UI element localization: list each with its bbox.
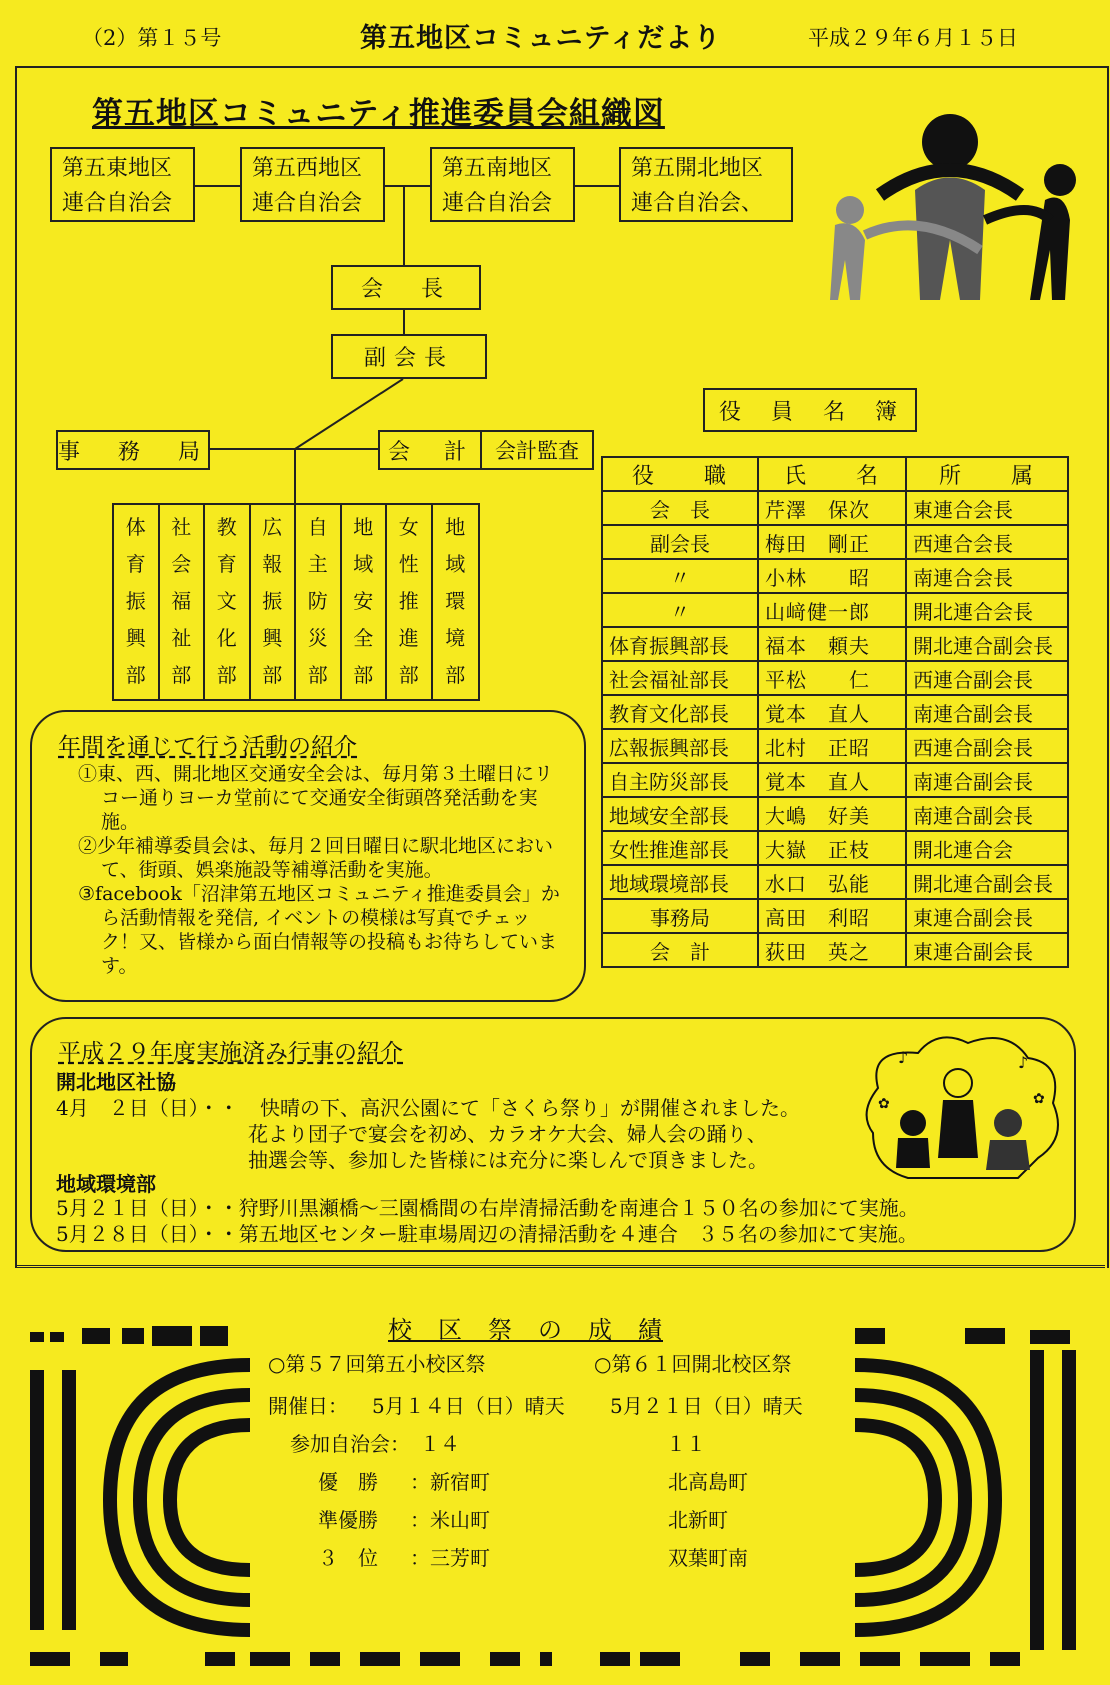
department-char: 域 <box>353 552 374 576</box>
accounting-label: 会 計 <box>380 432 482 468</box>
department-char: 興 <box>262 626 283 650</box>
chair-box: 会 長 <box>331 265 481 310</box>
department-char: 推 <box>398 589 419 613</box>
department-char: 広 <box>262 515 283 539</box>
department-column <box>387 505 433 699</box>
svg-text:✿: ✿ <box>1033 1091 1045 1107</box>
festival-right-runner: 北新町 <box>668 1508 728 1532</box>
officer-affiliation: 開北連合会 <box>906 831 1068 865</box>
officer-affiliation: 南連合会長 <box>906 559 1068 593</box>
table-row <box>602 729 1068 763</box>
festival-participants-label: 参加自治会： <box>290 1432 410 1456</box>
assoc-south-line1: 第五南地区 <box>442 156 553 181</box>
department-column <box>433 505 479 699</box>
department-column <box>114 505 160 699</box>
party-illustration <box>858 1028 1068 1188</box>
table-row <box>602 695 1068 729</box>
officer-name: 山﨑健一郎 <box>758 593 906 627</box>
officers-header-cell: 役 職 <box>602 457 758 491</box>
table-row <box>602 797 1068 831</box>
department-char: 進 <box>398 626 419 650</box>
departments-grid <box>112 503 480 701</box>
department-char: 境 <box>445 626 466 650</box>
officer-role: 会 計 <box>602 933 758 967</box>
department-char: 部 <box>445 663 466 687</box>
officer-affiliation: 南連合副会長 <box>906 763 1068 797</box>
officers-header-cell: 氏 名 <box>758 457 906 491</box>
event-line: 5月２１日（日）・・狩野川黒瀬橋～三園橋間の右岸清掃活動を南連合１５０名の参加にて実施。 <box>56 1196 919 1220</box>
table-row <box>602 831 1068 865</box>
officer-affiliation: 南連合副会長 <box>906 695 1068 729</box>
officer-affiliation: 東連合副会長 <box>906 899 1068 933</box>
department-char: 部 <box>398 663 419 687</box>
department-char: 会 <box>171 552 192 576</box>
officer-affiliation: 東連合副会長 <box>906 933 1068 967</box>
department-char: 育 <box>125 552 146 576</box>
department-column <box>205 505 251 699</box>
officer-affiliation: 西連合会長 <box>906 525 1068 559</box>
department-char: 域 <box>445 552 466 576</box>
department-char: 主 <box>307 552 328 576</box>
department-char: 部 <box>125 663 146 687</box>
department-char: 福 <box>171 589 192 613</box>
department-column <box>342 505 388 699</box>
officer-name: 芹澤 保次 <box>758 491 906 525</box>
table-row <box>602 865 1068 899</box>
officer-name: 水口 弘能 <box>758 865 906 899</box>
event-date: 4月 ２日（日）・・ <box>56 1096 239 1120</box>
festival-right-date: 5月２１日（日）晴天 <box>610 1394 803 1418</box>
officers-table <box>601 456 1069 968</box>
department-char: 部 <box>216 663 237 687</box>
svg-text:♪: ♪ <box>1018 1053 1029 1072</box>
table-row <box>602 661 1068 695</box>
officer-role: 地域安全部長 <box>602 797 758 831</box>
officer-name: 梅田 剛正 <box>758 525 906 559</box>
officer-affiliation: 開北連合副会長 <box>906 627 1068 661</box>
department-char: 自 <box>307 515 328 539</box>
department-char: 部 <box>353 663 374 687</box>
activities-list <box>78 762 566 978</box>
table-row <box>602 491 1068 525</box>
auditor-label: 会計監査 <box>495 439 579 463</box>
svg-text:✿: ✿ <box>878 1096 890 1112</box>
festival-left-runner: ：米山町 <box>410 1508 490 1532</box>
officer-name: 大嶋 好美 <box>758 797 906 831</box>
officers-header-row <box>602 457 1068 491</box>
officer-role: 地域環境部長 <box>602 865 758 899</box>
officer-name: 福本 頼夫 <box>758 627 906 661</box>
department-char: 化 <box>216 626 237 650</box>
officer-role: 副会長 <box>602 525 758 559</box>
officer-role: 自主防災部長 <box>602 763 758 797</box>
department-column <box>160 505 206 699</box>
table-row <box>602 593 1068 627</box>
officer-role: 〃 <box>602 559 758 593</box>
table-row <box>602 627 1068 661</box>
officers-header-cell: 所 属 <box>906 457 1068 491</box>
department-char: 地 <box>445 515 466 539</box>
vice-chair-box: 副会長 <box>331 334 487 379</box>
officer-role: 体育振興部長 <box>602 627 758 661</box>
event-desc: 花より団子で宴会を初め、カラオケ大会、婦人会の踊り、 <box>248 1122 767 1146</box>
officer-affiliation: 西連合副会長 <box>906 729 1068 763</box>
festival-left-name: ○第５７回第五小校区祭 <box>268 1352 486 1376</box>
officer-role: 会 長 <box>602 491 758 525</box>
table-row <box>602 899 1068 933</box>
festival-runner-label: 準優勝 <box>318 1508 378 1532</box>
festival-left-date: 5月１４日（日）晴天 <box>372 1394 565 1418</box>
officer-role: 女性推進部長 <box>602 831 758 865</box>
department-char: 全 <box>353 626 374 650</box>
activity-item: ③facebook「沼津第五地区コミュニティ推進委員会」から活動情報を発信, イベントの模様は写真でチェック！又、皆様から面白情報等の投稿もお待ちしています。 <box>78 883 560 977</box>
department-char: 報 <box>262 552 283 576</box>
department-char: 祉 <box>171 626 192 650</box>
officer-affiliation: 南連合副会長 <box>906 797 1068 831</box>
newsletter-title: 第五地区コミュニティだより <box>360 23 722 54</box>
officer-affiliation: 西連合副会長 <box>906 661 1068 695</box>
activities-title: 年間を通じて行う活動の紹介 <box>58 734 357 760</box>
assoc-east-line2: 連合自治会 <box>62 191 173 216</box>
officer-name: 北村 正昭 <box>758 729 906 763</box>
festival-date-label: 開催日： <box>268 1394 348 1418</box>
department-char: 安 <box>353 589 374 613</box>
activity-item: ②少年補導委員会は、毎月２回日曜日に駅北地区において、街頭、娯楽施設等補導活動を実施。 <box>78 835 554 881</box>
officer-name: 大嶽 正枝 <box>758 831 906 865</box>
officer-affiliation: 開北連合副会長 <box>906 865 1068 899</box>
assoc-south-line2: 連合自治会 <box>442 191 553 216</box>
events-title: 平成２９年度実施済み行事の紹介 <box>58 1040 403 1066</box>
department-char: 文 <box>216 589 237 613</box>
people-holding-hands-illustration <box>820 100 1090 330</box>
table-row <box>602 559 1068 593</box>
assoc-west-line1: 第五西地区 <box>252 156 363 181</box>
department-char: 振 <box>262 589 283 613</box>
department-char: 地 <box>353 515 374 539</box>
officer-name: 覚本 直人 <box>758 695 906 729</box>
accounting-box <box>378 430 594 470</box>
officer-role: 事務局 <box>602 899 758 933</box>
department-char: 振 <box>125 589 146 613</box>
table-row <box>602 763 1068 797</box>
department-char: 育 <box>216 552 237 576</box>
festival-left-win: ：新宿町 <box>410 1470 490 1494</box>
officer-name: 平松 仁 <box>758 661 906 695</box>
assoc-kaihoku-line1: 第五開北地区 <box>631 156 764 181</box>
issue-number: （2）第１５号 <box>82 26 222 50</box>
svg-text:♪: ♪ <box>898 1048 909 1067</box>
department-char: 興 <box>125 626 146 650</box>
festival-left-participants: １４ <box>420 1432 460 1456</box>
event-group-environment: 地域環境部 <box>56 1172 156 1196</box>
festival-win-label: 優 勝 <box>318 1470 378 1494</box>
department-char: 環 <box>445 589 466 613</box>
department-column <box>251 505 297 699</box>
department-char: 部 <box>307 663 328 687</box>
officer-name: 覚本 直人 <box>758 763 906 797</box>
issue-date: 平成２９年６月１５日 <box>808 26 1018 50</box>
festival-right-win: 北高島町 <box>668 1470 748 1494</box>
decorative-border <box>0 1300 1110 1680</box>
officer-role: 〃 <box>602 593 758 627</box>
department-char: 体 <box>125 515 146 539</box>
officer-role: 広報振興部長 <box>602 729 758 763</box>
festival-left-third: ：三芳町 <box>410 1546 490 1570</box>
department-char: 防 <box>307 589 328 613</box>
department-column <box>296 505 342 699</box>
officer-name: 小林 昭 <box>758 559 906 593</box>
org-chart-title: 第五地区コミュニティ推進委員会組織図 <box>92 96 665 132</box>
department-char: 社 <box>171 515 192 539</box>
officers-title: 役 員 名 簿 <box>703 388 917 432</box>
officer-name: 高田 利昭 <box>758 899 906 933</box>
department-char: 部 <box>262 663 283 687</box>
officer-name: 荻田 英之 <box>758 933 906 967</box>
event-desc: 抽選会等、参加した皆様には充分に楽しんで頂きました。 <box>248 1148 768 1172</box>
festival-right-name: ○第６１回開北校区祭 <box>594 1352 792 1376</box>
department-char: 女 <box>398 515 419 539</box>
department-char: 部 <box>171 663 192 687</box>
officer-role: 教育文化部長 <box>602 695 758 729</box>
event-line: 5月２８日（日）・・第五地区センター駐車場周辺の清掃活動を４連合 ３５名の参加にて実施。 <box>56 1222 918 1246</box>
department-char: 性 <box>398 552 419 576</box>
department-char: 教 <box>216 515 237 539</box>
assoc-east-line1: 第五東地区 <box>62 156 173 181</box>
table-row <box>602 933 1068 967</box>
table-row <box>602 525 1068 559</box>
festival-title: 校 区 祭 の 成 績 <box>388 1316 663 1344</box>
assoc-west-line2: 連合自治会 <box>252 191 363 216</box>
event-group-kaihoku: 開北地区社協 <box>56 1070 176 1094</box>
festival-third-label: ３ 位 <box>318 1546 378 1570</box>
department-char: 災 <box>307 626 328 650</box>
officer-affiliation: 開北連合会長 <box>906 593 1068 627</box>
event-desc: 快晴の下、高沢公園にて「さくら祭り」が開催されました。 <box>260 1096 800 1120</box>
festival-right-third: 双葉町南 <box>668 1546 748 1570</box>
assoc-kaihoku-line2: 連合自治会、 <box>631 191 764 216</box>
officer-role: 社会福祉部長 <box>602 661 758 695</box>
secretariat-box: 事 務 局 <box>56 430 210 470</box>
officer-affiliation: 東連合会長 <box>906 491 1068 525</box>
festival-right-participants: １１ <box>666 1432 706 1456</box>
section-divider <box>15 1265 1105 1268</box>
activity-item: ①東、西、開北地区交通安全会は、毎月第３土曜日にリコー通りヨーカ堂前にて交通安全街頭啓発活動を実施。 <box>78 763 554 833</box>
